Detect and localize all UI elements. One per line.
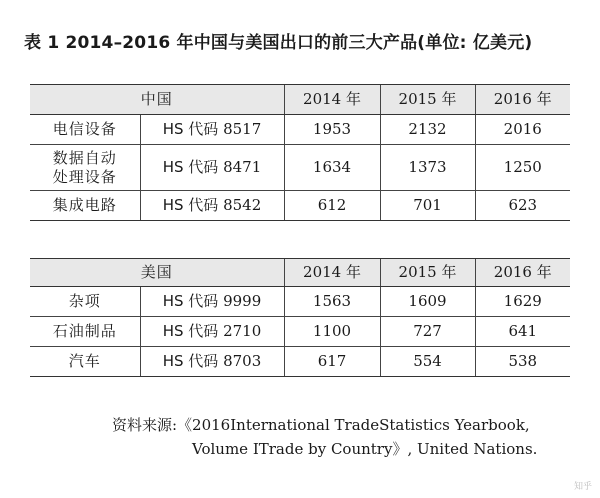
- china-export-table: [30, 84, 570, 221]
- export-value: 2016: [475, 115, 570, 145]
- export-value: 1953: [284, 115, 380, 145]
- country-header: 美国: [30, 259, 284, 287]
- product-name: 数据自动 处理设备: [30, 145, 140, 191]
- export-value: 1250: [475, 145, 570, 191]
- table-row: [30, 317, 570, 347]
- export-value: 623: [475, 191, 570, 221]
- table-row: [30, 145, 570, 191]
- export-value: 1629: [475, 287, 570, 317]
- table-row: [30, 115, 570, 145]
- hs-code: HS 代码 8703: [140, 347, 284, 377]
- hs-code: HS 代码 8517: [140, 115, 284, 145]
- export-value: 554: [380, 347, 475, 377]
- product-name: 电信设备: [30, 115, 140, 145]
- export-value: 2132: [380, 115, 475, 145]
- year-header: 2016 年: [475, 259, 570, 287]
- export-value: 1373: [380, 145, 475, 191]
- year-header: 2016 年: [475, 85, 570, 115]
- export-value: 1634: [284, 145, 380, 191]
- watermark-text: 知乎: [573, 482, 592, 492]
- product-name: 石油制品: [30, 317, 140, 347]
- export-value: 701: [380, 191, 475, 221]
- export-value: 1609: [380, 287, 475, 317]
- hs-code: HS 代码 8471: [140, 145, 284, 191]
- year-header: 2015 年: [380, 85, 475, 115]
- export-value: 1563: [284, 287, 380, 317]
- year-header: 2014 年: [284, 259, 380, 287]
- product-name: 杂项: [30, 287, 140, 317]
- product-name: 汽车: [30, 347, 140, 377]
- table-header-row: [30, 85, 570, 115]
- table-row: [30, 191, 570, 221]
- table-row: [30, 347, 570, 377]
- country-header: 中国: [30, 85, 284, 115]
- product-name: 集成电路: [30, 191, 140, 221]
- export-value: 538: [475, 347, 570, 377]
- table-header-row: [30, 259, 570, 287]
- hs-code: HS 代码 9999: [140, 287, 284, 317]
- year-header: 2015 年: [380, 259, 475, 287]
- hs-code: HS 代码 8542: [140, 191, 284, 221]
- year-header: 2014 年: [284, 85, 380, 115]
- export-value: 727: [380, 317, 475, 347]
- export-value: 612: [284, 191, 380, 221]
- hs-code: HS 代码 2710: [140, 317, 284, 347]
- source-line-1: 资料来源:《2016International TradeStatistics Yearbook,: [112, 416, 530, 434]
- source-line-2: Volume ITrade by Country》, United Nations.: [192, 440, 538, 458]
- export-value: 641: [475, 317, 570, 347]
- page-title: 表 1 2014–2016 年中国与美国出口的前三大产品(单位: 亿美元): [24, 33, 533, 53]
- export-value: 1100: [284, 317, 380, 347]
- us-export-table: [30, 258, 570, 377]
- export-value: 617: [284, 347, 380, 377]
- table-row: [30, 287, 570, 317]
